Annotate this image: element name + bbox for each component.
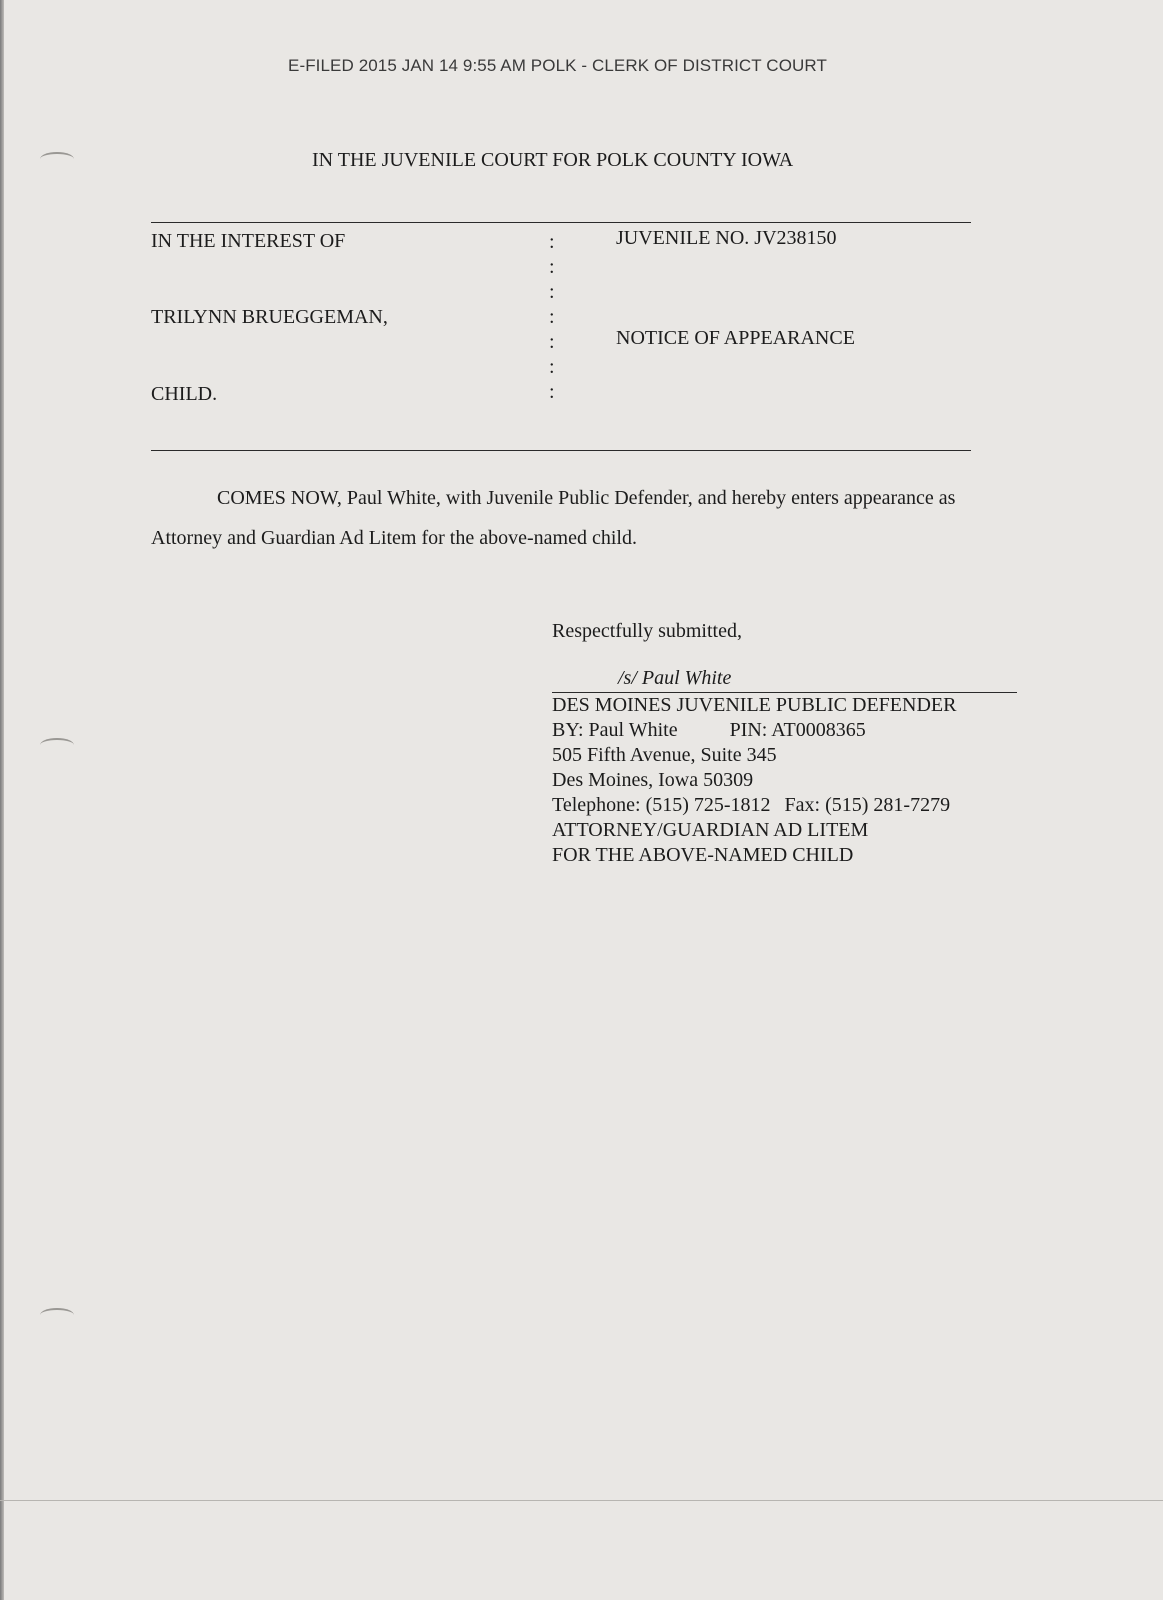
office-name: DES MOINES JUVENILE PUBLIC DEFENDER [552, 694, 957, 716]
attorney-pin: PIN: AT0008365 [729, 719, 866, 741]
caption-colon: : [549, 231, 555, 253]
court-title: IN THE JUVENILE COURT FOR POLK COUNTY IOWA [312, 149, 794, 171]
punch-hole-mark-bottom [40, 1308, 74, 1322]
signature-line [552, 665, 1017, 693]
contact-line [552, 793, 1022, 818]
role-line-1: ATTORNEY/GUARDIAN AD LITEM [552, 819, 869, 841]
punch-hole-mark-top [40, 152, 74, 166]
attorney-by-line [552, 718, 1022, 743]
punch-hole-mark-middle [40, 738, 74, 752]
caption-colon: : [549, 331, 555, 353]
caption-colon: : [549, 281, 555, 303]
address-line-2: Des Moines, Iowa 50309 [552, 769, 754, 791]
closing-text: Respectfully submitted, [552, 620, 742, 642]
fax: Fax: (515) 281-7279 [784, 794, 951, 816]
attorney-name: BY: Paul White [552, 719, 678, 741]
child-name: TRILYNN BRUEGGEMAN, [151, 306, 388, 328]
signature-block [552, 620, 1022, 868]
caption-bottom-rule [151, 450, 971, 451]
in-the-interest-of: IN THE INTEREST OF [151, 230, 346, 252]
appearance-paragraph: COMES NOW, Paul White, with Juvenile Public Defender, and hereby enters appearance as Attorney and Guardian Ad Litem for the above-named child. [151, 487, 956, 549]
child-label: CHILD. [151, 383, 218, 405]
efiled-stamp: E-FILED 2015 JAN 14 9:55 AM POLK - CLERK OF DISTRICT COURT [288, 56, 827, 75]
caption-top-rule [151, 222, 971, 223]
caption-colon: : [549, 256, 555, 278]
scan-footer-rule [0, 1500, 1163, 1501]
electronic-signature: /s/ Paul White [618, 667, 732, 689]
juvenile-number: JUVENILE NO. JV238150 [616, 227, 837, 249]
document-title: NOTICE OF APPEARANCE [616, 327, 855, 349]
role-line-2: FOR THE ABOVE-NAMED CHILD [552, 844, 854, 866]
telephone: Telephone: (515) 725-1812 [552, 794, 771, 816]
caption-colon: : [549, 306, 555, 328]
caption-colon: : [549, 381, 555, 403]
scan-page-edge [0, 0, 4, 1600]
caption-colon: : [549, 356, 555, 378]
address-line-1: 505 Fifth Avenue, Suite 345 [552, 744, 777, 766]
